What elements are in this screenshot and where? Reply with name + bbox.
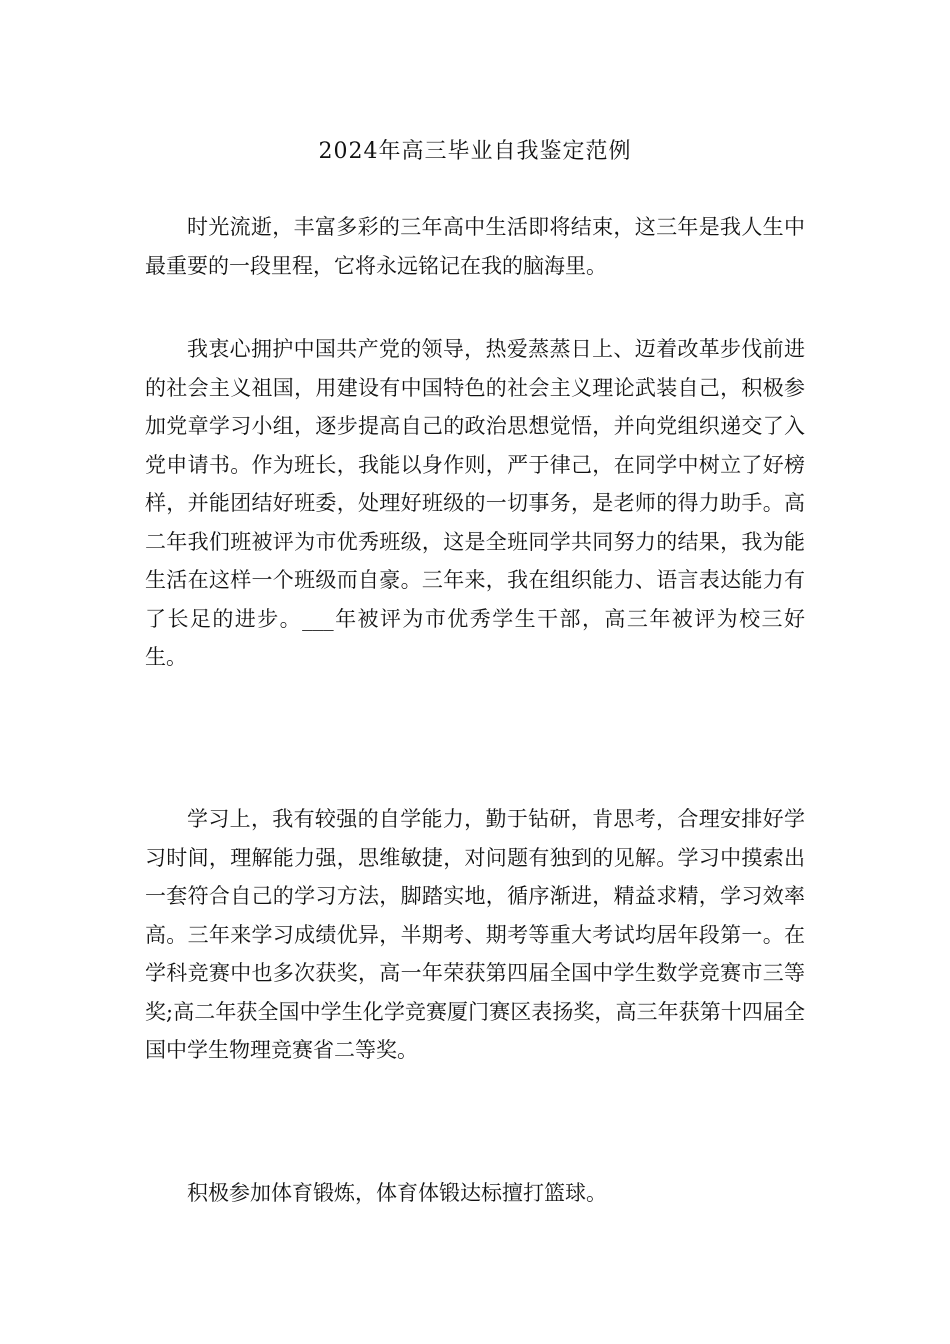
- paragraph-intro: 时光流逝，丰富多彩的三年高中生活即将结束，这三年是我人生中最重要的一段里程，它将永远铭记在我的脑海里。: [145, 215, 805, 278]
- paragraph-study: 学习上，我有较强的自学能力，勤于钻研，肯思考，合理安排好学习时间，理解能力强，思维敏捷，对问题有独到的见解。学习中摸索出一套符合自己的学习方法，脚踏实地，循序渐进，精益求精，学习效率高。三年来学习成绩优异，半期考、期考等重大考试均居年段第一。在学科竞赛中也多次获奖，高一年荣获第四届全国中学生数学竞赛市三等奖;高二年获全国中学生化学竞赛厦门赛区表扬奖，高三年获第十四届全国中学生物理竞赛省二等奖。: [145, 807, 805, 1062]
- paragraph-sports: 积极参加体育锻炼，体育体锻达标擅打篮球。: [187, 1181, 607, 1205]
- document-title: 2024年高三毕业自我鉴定范例: [318, 139, 632, 164]
- paragraph-political: 我衷心拥护中国共产党的领导，热爱蒸蒸日上、迈着改革步伐前进的社会主义祖国，用建设有中国特色的社会主义理论武装自己，积极参加党章学习小组，逐步提高自己的政治思想觉悟，并向党组织递交了入党申请书。作为班长，我能以身作则，严于律己，在同学中树立了好榜样，并能团结好班委，处理好班级的一切事务，是老师的得力助手。高二年我们班被评为市优秀班级，这是全班同学共同努力的结果，我为能生活在这样一个班级而自豪。三年来，我在组织能力、语言表达能力有了长足的进步。___年被评为市优秀学生干部，高三年被评为校三好生。: [145, 337, 805, 669]
